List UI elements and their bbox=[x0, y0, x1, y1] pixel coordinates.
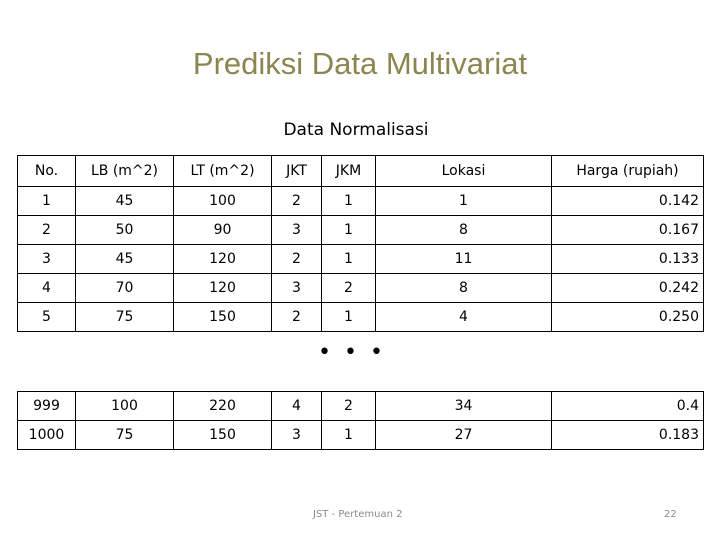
cell-lb: 70 bbox=[76, 274, 174, 303]
cell-harga: 0.133 bbox=[552, 245, 704, 274]
table-row bbox=[18, 245, 704, 274]
cell-lb: 50 bbox=[76, 216, 174, 245]
rows-omitted-ellipsis: • • • bbox=[318, 340, 386, 365]
cell-no: 1000 bbox=[18, 421, 76, 450]
table-row bbox=[18, 303, 704, 332]
header-no: No. bbox=[18, 156, 76, 187]
header-lokasi: Lokasi bbox=[376, 156, 552, 187]
cell-jkt: 2 bbox=[272, 187, 322, 216]
cell-lt: 150 bbox=[174, 421, 272, 450]
cell-lokasi: 4 bbox=[376, 303, 552, 332]
table-row bbox=[18, 421, 704, 450]
cell-jkt: 3 bbox=[272, 421, 322, 450]
header-lb: LB (m^2) bbox=[76, 156, 174, 187]
cell-jkm: 1 bbox=[322, 187, 376, 216]
cell-lb: 100 bbox=[76, 392, 174, 421]
header-harga: Harga (rupiah) bbox=[552, 156, 704, 187]
cell-no: 1 bbox=[18, 187, 76, 216]
cell-no: 4 bbox=[18, 274, 76, 303]
header-jkm: JKM bbox=[322, 156, 376, 187]
cell-lokasi: 27 bbox=[376, 421, 552, 450]
cell-lb: 75 bbox=[76, 421, 174, 450]
cell-jkm: 1 bbox=[322, 421, 376, 450]
cell-harga: 0.4 bbox=[552, 392, 704, 421]
header-jkt: JKT bbox=[272, 156, 322, 187]
cell-lokasi: 34 bbox=[376, 392, 552, 421]
slide-title: Prediksi Data Multivariat bbox=[192, 46, 528, 81]
cell-harga: 0.167 bbox=[552, 216, 704, 245]
cell-no: 5 bbox=[18, 303, 76, 332]
slide-footer: JST - Pertemuan 2 bbox=[313, 509, 403, 520]
cell-jkm: 2 bbox=[322, 274, 376, 303]
cell-lt: 220 bbox=[174, 392, 272, 421]
cell-jkt: 2 bbox=[272, 303, 322, 332]
cell-no: 3 bbox=[18, 245, 76, 274]
cell-no: 2 bbox=[18, 216, 76, 245]
cell-harga: 0.183 bbox=[552, 421, 704, 450]
cell-harga: 0.242 bbox=[552, 274, 704, 303]
page-number: 22 bbox=[664, 509, 677, 520]
cell-lt: 150 bbox=[174, 303, 272, 332]
cell-lt: 120 bbox=[174, 245, 272, 274]
cell-harga: 0.250 bbox=[552, 303, 704, 332]
table-row bbox=[18, 187, 704, 216]
cell-jkt: 4 bbox=[272, 392, 322, 421]
cell-lokasi: 11 bbox=[376, 245, 552, 274]
normalized-data-table-tail bbox=[17, 391, 704, 450]
cell-lokasi: 1 bbox=[376, 187, 552, 216]
cell-lokasi: 8 bbox=[376, 274, 552, 303]
cell-jkt: 3 bbox=[272, 216, 322, 245]
table-caption: Data Normalisasi bbox=[283, 120, 429, 140]
table-row bbox=[18, 274, 704, 303]
table-header-row bbox=[18, 156, 704, 187]
table-row bbox=[18, 392, 704, 421]
cell-jkm: 1 bbox=[322, 245, 376, 274]
cell-no: 999 bbox=[18, 392, 76, 421]
table-row bbox=[18, 216, 704, 245]
cell-lt: 90 bbox=[174, 216, 272, 245]
cell-lokasi: 8 bbox=[376, 216, 552, 245]
cell-jkt: 2 bbox=[272, 245, 322, 274]
cell-jkm: 2 bbox=[322, 392, 376, 421]
cell-lb: 45 bbox=[76, 187, 174, 216]
cell-lt: 120 bbox=[174, 274, 272, 303]
cell-lb: 75 bbox=[76, 303, 174, 332]
cell-lt: 100 bbox=[174, 187, 272, 216]
normalized-data-table bbox=[17, 155, 704, 332]
cell-harga: 0.142 bbox=[552, 187, 704, 216]
cell-jkm: 1 bbox=[322, 303, 376, 332]
header-lt: LT (m^2) bbox=[174, 156, 272, 187]
cell-lb: 45 bbox=[76, 245, 174, 274]
cell-jkt: 3 bbox=[272, 274, 322, 303]
cell-jkm: 1 bbox=[322, 216, 376, 245]
